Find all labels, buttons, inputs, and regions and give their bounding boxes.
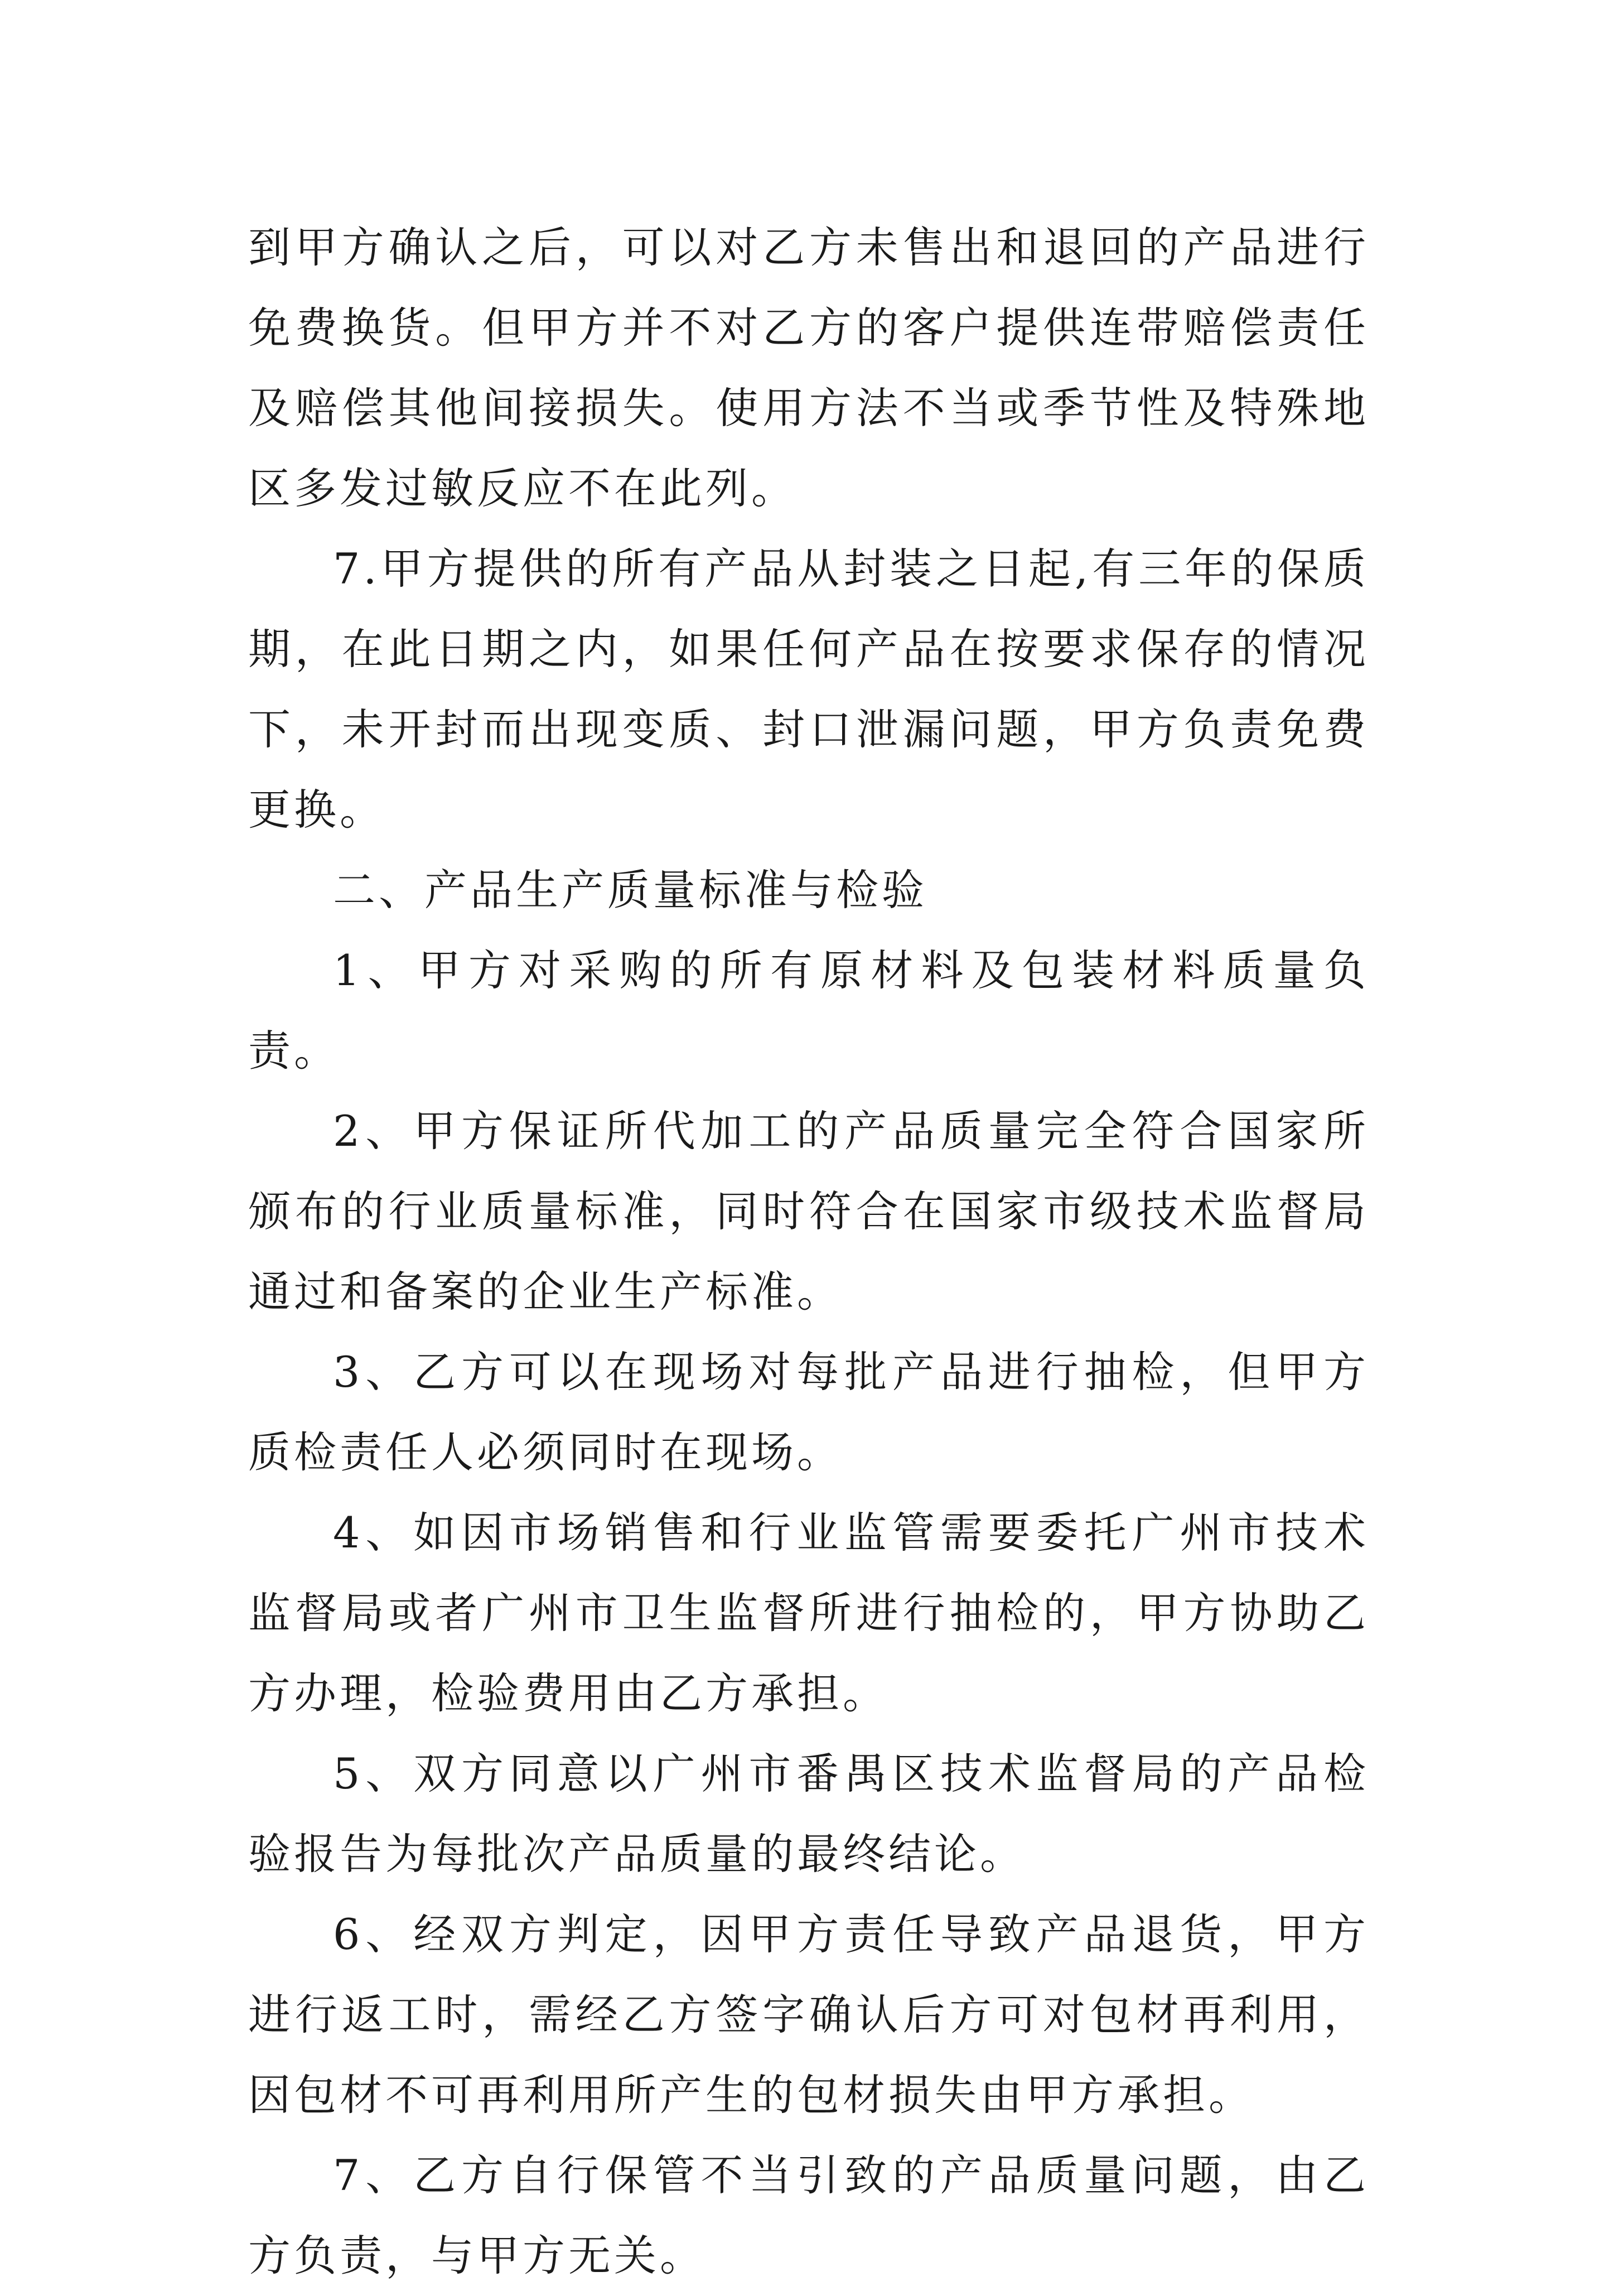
paragraph-clause-2: 2、甲方保证所代加工的产品质量完全符合国家所颁布的行业质量标准，同时符合在国家市级技术监督局通过和备案的企业生产标准。	[248, 1106, 1369, 1316]
paragraph-clause-7: 7、乙方自行保管不当引致的产品质量问题，由乙方负责，与甲方无关。	[248, 2150, 1369, 2280]
paragraph-clause-1: 1、甲方对采购的所有原材料及包装材料质量负责。	[248, 946, 1369, 1075]
paragraph-shelf-life: 7.甲方提供的所有产品从封装之日起,有三年的保质期，在此日期之内，如果任何产品在按要求保存的情况下，未开封而出现变质、封口泄漏问题，甲方负责免费更换。	[248, 544, 1369, 835]
paragraph-clause-3: 3、乙方可以在现场对每批产品进行抽检，但甲方质检责任人必须同时在现场。	[248, 1347, 1369, 1477]
paragraph-clause-4: 4、如因市场销售和行业监管需要委托广州市技术监督局或者广州市卫生监督所进行抽检的，甲方协助乙方办理，检验费用由乙方承担。	[248, 1508, 1369, 1718]
paragraph-exchange-terms: 到甲方确认之后，可以对乙方未售出和退回的产品进行免费换货。但甲方并不对乙方的客户提供连带赔偿责任及赔偿其他间接损失。使用方法不当或季节性及特殊地区多发过敏反应不在此列。	[248, 223, 1369, 513]
paragraph-clause-5: 5、双方同意以广州市番禺区技术监督局的产品检验报告为每批次产品质量的最终结论。	[248, 1749, 1369, 1879]
paragraph-clause-6: 6、经双方判定，因甲方责任导致产品退货，甲方进行返工时，需经乙方签字确认后方可对包材再利用，因包材不可再利用所产生的包材损失由甲方承担。	[248, 1909, 1369, 2120]
section-heading-quality-standards: 二、产品生产质量标准与检验	[333, 865, 927, 915]
document-body	[248, 208, 1369, 2296]
